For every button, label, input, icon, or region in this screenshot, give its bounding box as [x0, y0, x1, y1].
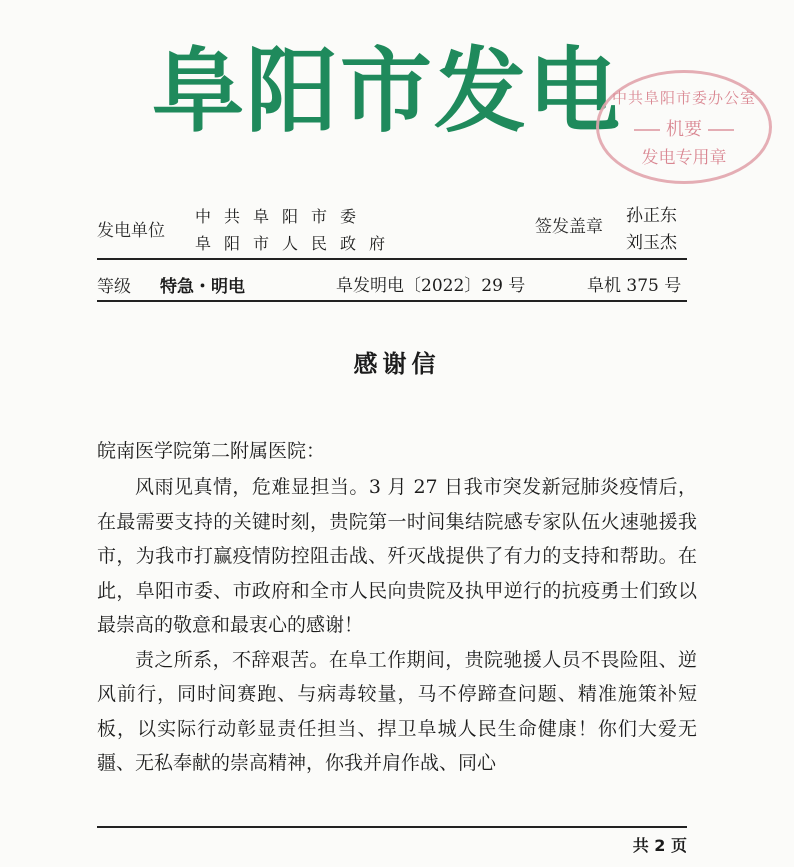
- sender-unit-1: 中共阜阳市委: [195, 207, 370, 226]
- sender-label: 发电单位: [97, 221, 165, 241]
- letter-body: [97, 470, 697, 781]
- document-number: 阜发明电〔2022〕29 号: [336, 276, 526, 296]
- seal-line-2: 机要: [599, 115, 769, 141]
- grade-value: 特急・明电: [160, 277, 245, 297]
- salutation: 皖南医学院第二附属医院：: [97, 440, 326, 462]
- header-rule-top: [97, 258, 687, 260]
- sign-label: 签发盖章: [535, 217, 603, 237]
- footer-rule: [97, 826, 687, 828]
- sender-unit-2: 阜阳市人民政府: [195, 234, 399, 253]
- masthead-title: 阜阳市发电: [152, 38, 623, 145]
- signer-2: 刘玉杰: [626, 233, 677, 253]
- letter-title: 感谢信: [353, 350, 441, 378]
- paragraph: 风雨见真情，危难显担当。3 月 27 日我市突发新冠肺炎疫情后，在最需要支持的关键时刻，贵院第一时间集结院感专家队伍火速驰援我市，为我市打赢疫情防控阻击战、歼灭战提供了有力的支持和帮助。在此，阜阳市委、市政府和全市人民向贵院及执甲逆行的抗疫勇士们致以最崇高的敬意和最衷心的感谢！: [97, 476, 697, 636]
- page-count: 共 2 页: [632, 836, 687, 855]
- header-rule-bottom: [97, 300, 687, 302]
- seal-line-3: 发电专用章: [641, 148, 727, 168]
- seal-line-1: 中共阜阳市委办公室: [611, 89, 756, 107]
- grade-label: 等级: [97, 277, 131, 297]
- machine-number: 阜机 375 号: [587, 276, 682, 296]
- paragraph: 责之所系，不辞艰苦。在阜工作期间，贵院驰援人员不畏险阻、逆风前行，同时间赛跑、与病毒较量，马不停蹄查问题、精准施策补短板，以实际行动彰显责任担当、捍卫阜城人民生命健康！你们大爱无疆、无私奉献的崇高精神，你我并肩作战、同心: [97, 648, 697, 774]
- signer-1: 孙正东: [626, 206, 677, 226]
- official-seal: [596, 70, 772, 184]
